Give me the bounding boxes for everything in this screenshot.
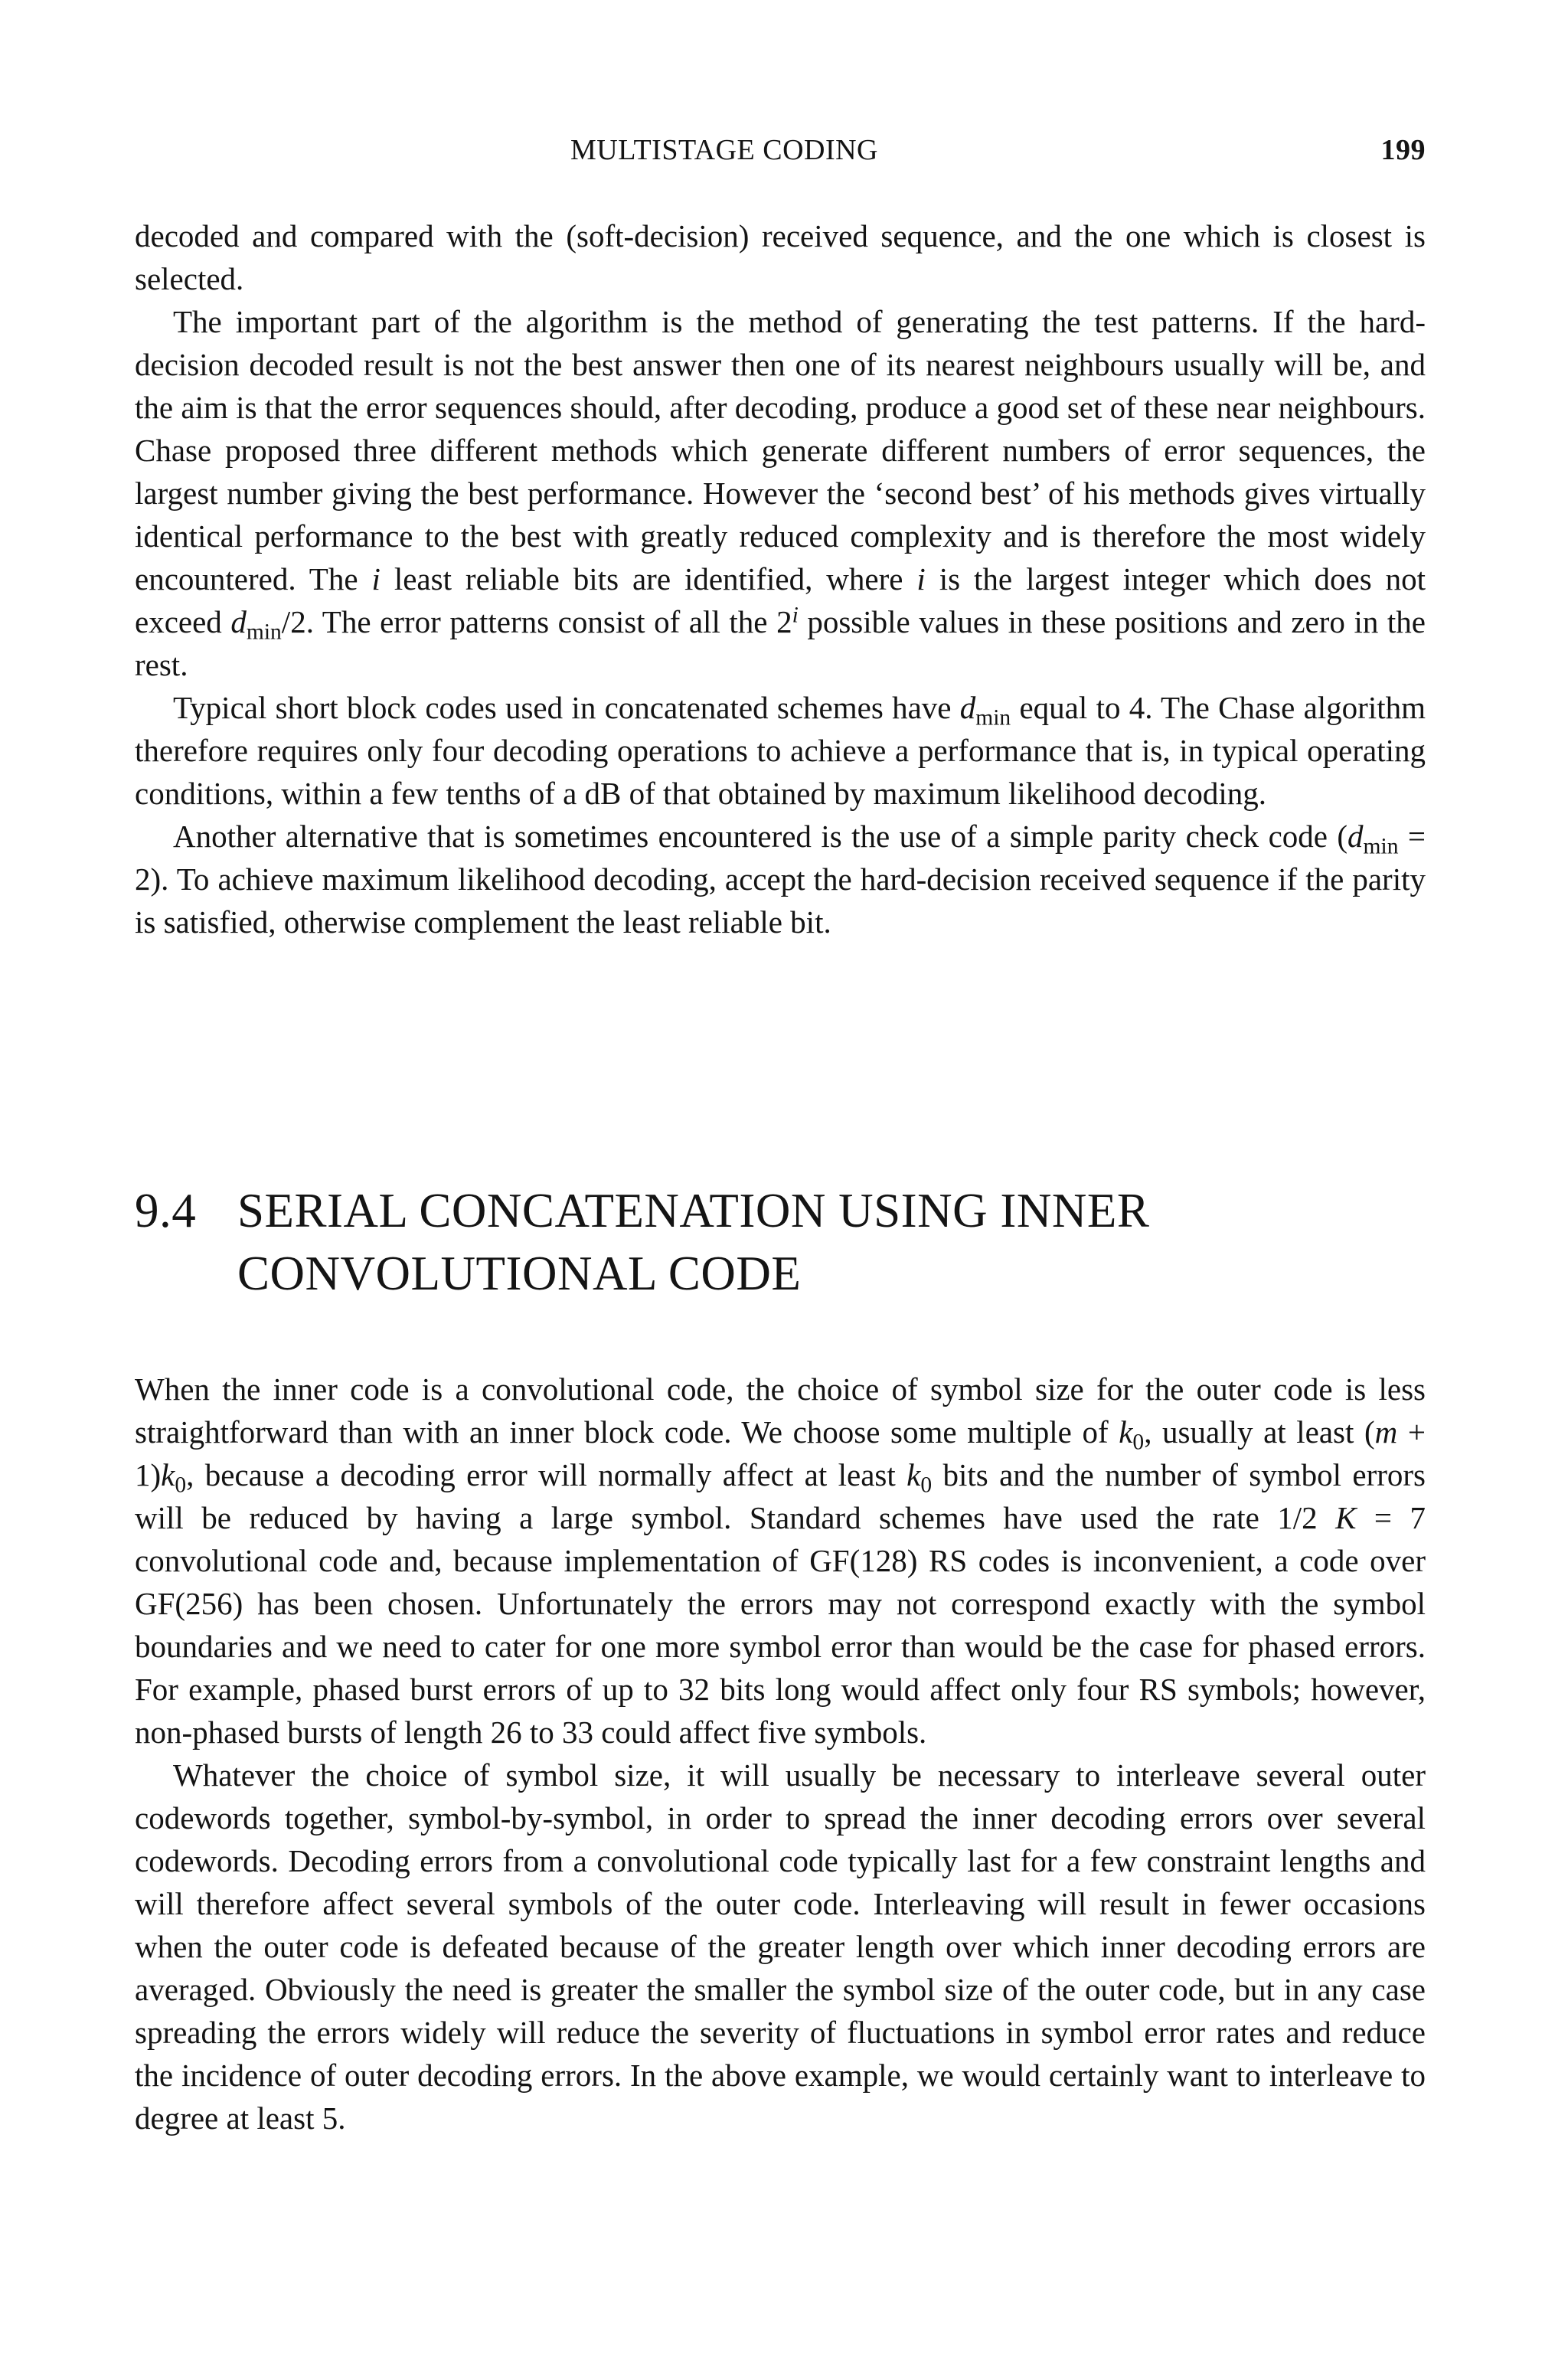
p3-text-a: Typical short block codes used in concatenated schemes have — [173, 690, 960, 725]
p5-text-e: bits and the number of symbol errors will be reduced by having a large symbol. Standard schemes have used the rate 1/2 — [135, 1457, 1426, 1535]
p5-var-k: k — [1119, 1414, 1133, 1450]
section-title: SERIAL CONCATENATION USING INNER CONVOLUTIONAL CODE — [237, 1184, 1150, 1300]
p2-text-b: least reliable bits are identified, where — [380, 561, 917, 597]
p5-sub-0-2: 0 — [175, 1473, 187, 1498]
p3-sub-min: min — [975, 705, 1011, 731]
section-heading — [135, 1179, 1426, 1305]
p2-text-c: is the largest integer which does not exceed — [135, 561, 1426, 639]
p4-sub-min: min — [1363, 834, 1399, 859]
p5-text-a: When the inner code is a convolutional code, the choice of symbol size for the outer code is less straightforward than with an inner block code. We choose some multiple of — [135, 1371, 1426, 1450]
p5-var-m: m — [1374, 1414, 1398, 1450]
p2-var-i: i — [371, 561, 381, 597]
paragraph-6-text: Whatever the choice of symbol size, it will usually be necessary to interleave several outer codewords together, symbol-by-symbol, in order to spread the inner decoding errors over several codewords. Decoding errors from a convolutional code typically last for a few constraint lengths and will therefore affect several symbols of the outer code. Interleaving will result in fewer occasions when the outer code is defeated because of the greater length over which inner decoding errors are averaged. Obviously the need is greater the smaller the symbol size of the outer code, but in any case spreading the errors widely will reduce the severity of fluctuations in symbol error rates and reduce the incidence of outer decoding errors. In the above example, we would certainly want to interleave to degree at least 5. — [135, 1757, 1426, 2136]
p3-var-d: d — [959, 690, 976, 725]
p5-text-f: = 7 convolutional code and, because implementation of GF(128) RS codes is inconvenient, a code over GF(256) has been chosen. Unfortunately the errors may not correspond exactly with the symbol boundaries and we need to cater for one more symbol error than would be the case for phased errors. For example, phased burst errors of up to 32 bits long would affect only four RS symbols; however, non-phased bursts of length 26 to 33 could affect five symbols. — [135, 1500, 1426, 1750]
p4-var-d: d — [1348, 819, 1364, 854]
section-number: 9.4 — [135, 1184, 197, 1237]
p2-sup-i: i — [792, 603, 799, 628]
running-head-title: MULTISTAGE CODING — [570, 134, 878, 166]
p5-sub-0: 0 — [1132, 1430, 1145, 1455]
p2-text-a: The important part of the algorithm is the method of generating the test patterns. If the hard-decision decoded result is not the best answer then one of its nearest neighbours usually will be, and the aim is that the error sequences should, after decoding, produce a good set of these near neighbours. Chase proposed three different methods which generate different numbers of error sequences, the largest number giving the best performance. However the ‘second best’ of his methods gives virtually identical performance to the best with greatly reduced complexity and is therefore the most widely encountered. The — [135, 304, 1426, 597]
p4-text-a: Another alternative that is sometimes encountered is the use of a simple parity check code ( — [173, 819, 1348, 854]
paragraph-4 — [135, 815, 1426, 943]
paragraph-3 — [135, 686, 1426, 815]
p4-text-b: = 2). To achieve maximum likelihood decoding, accept the hard-decision received sequence if the parity is satisfied, otherwise complement the least reliable bit. — [135, 819, 1426, 940]
p5-var-k-3: k — [906, 1457, 921, 1492]
body-top — [135, 214, 1426, 943]
p5-sub-0-3: 0 — [920, 1473, 933, 1498]
p2-var-d: d — [230, 604, 247, 639]
paragraph-1 — [135, 214, 1426, 300]
p5-var-K: K — [1335, 1500, 1357, 1535]
p5-var-k-2: k — [161, 1457, 175, 1492]
paragraph-6 — [135, 1754, 1426, 2140]
p2-text-e: /2. The error patterns consist of all the 2 — [281, 604, 792, 639]
p5-text-d: , because a decoding error will normally affect at least — [186, 1457, 907, 1492]
paragraph-1-text: decoded and compared with the (soft-decision) received sequence, and the one which is closest is selected. — [135, 218, 1426, 296]
p2-text-f: possible values in these positions and zero in the rest. — [135, 604, 1426, 682]
p5-text-c: + 1) — [135, 1414, 1426, 1492]
paragraph-2 — [135, 300, 1426, 686]
page-number: 199 — [1380, 134, 1426, 166]
p3-text-b: equal to 4. The Chase algorithm therefore requires only four decoding operations to achieve a performance that is, in typical operating conditions, within a few tenths of a dB of that obtained by maximum likelihood decoding. — [135, 690, 1426, 811]
p5-text-b: , usually at least ( — [1144, 1414, 1375, 1450]
body-bottom — [135, 1368, 1426, 2140]
paragraph-5 — [135, 1368, 1426, 1754]
p2-sub-min: min — [246, 619, 282, 645]
p2-var-i-2: i — [916, 561, 926, 597]
